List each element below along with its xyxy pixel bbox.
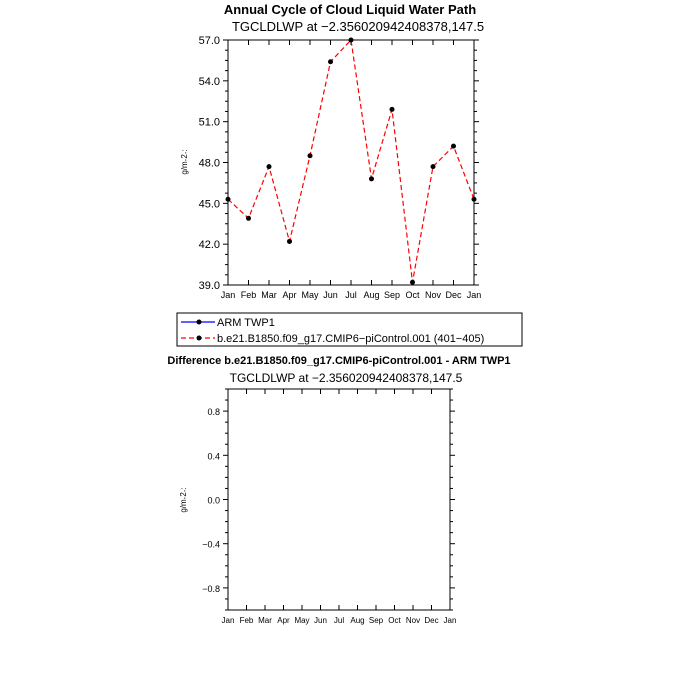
bottom-x-tick-labels xyxy=(222,616,457,625)
y-tick-label: 54.0 xyxy=(198,75,220,88)
bottom-plot-frame xyxy=(228,389,450,610)
x-tick-label: Feb xyxy=(239,616,254,625)
y-tick-label: 39.0 xyxy=(198,280,220,292)
x-tick-label: Dec xyxy=(424,616,439,625)
x-tick-label: Jun xyxy=(314,616,327,625)
x-tick-label: Jun xyxy=(323,290,338,300)
data-point xyxy=(349,38,354,43)
x-tick-label: Sep xyxy=(383,290,401,300)
top-chart-subtitle: TGCLDLWP at −2.356020942408378,147.5 xyxy=(231,19,485,34)
x-tick-label: Jan xyxy=(466,290,482,300)
x-tick-label: Jul xyxy=(333,616,345,625)
data-point xyxy=(410,280,415,285)
bottom-y-tick-labels xyxy=(202,407,220,594)
legend-entry-arm-twp1 xyxy=(181,317,275,329)
series-line-1 xyxy=(228,40,474,282)
y-tick-label: 42.0 xyxy=(198,239,220,252)
legend-marker-arm-twp1 xyxy=(197,320,202,325)
x-tick-label: May xyxy=(301,290,319,300)
data-point xyxy=(390,107,395,112)
data-point xyxy=(287,239,292,244)
data-point xyxy=(308,153,313,158)
data-point xyxy=(267,164,272,169)
top-chart-title: Annual Cycle of Cloud Liquid Water Path xyxy=(223,2,477,17)
data-point xyxy=(472,197,477,202)
top-legend xyxy=(177,313,522,346)
x-tick-label: Nov xyxy=(424,290,442,300)
top-y-tick-labels xyxy=(199,35,220,292)
x-tick-label: Jan xyxy=(443,616,457,625)
x-tick-label: Sep xyxy=(368,616,384,625)
top-panel xyxy=(177,2,522,346)
top-axis-ticks xyxy=(223,40,479,285)
y-tick-label: 0.0 xyxy=(207,495,220,506)
y-tick-label: 51.0 xyxy=(198,116,220,129)
data-point xyxy=(328,59,333,64)
x-tick-label: May xyxy=(294,616,310,625)
x-tick-label: Oct xyxy=(405,290,420,300)
bottom-chart-title: Difference b.e21.B1850.f09_g17.CMIP6-piControl.001 - ARM TWP1 xyxy=(167,355,511,367)
top-x-tick-labels xyxy=(221,290,482,300)
x-tick-label: Nov xyxy=(405,616,421,625)
data-point xyxy=(226,197,231,202)
bottom-y-axis-label: g/m˖2˖: xyxy=(179,487,188,513)
x-tick-label: Apr xyxy=(277,616,290,625)
y-tick-label: 0.4 xyxy=(207,451,220,462)
legend-label-model: b.e21.B1850.f09_g17.CMIP6−piControl.001 (401−405) xyxy=(217,333,485,345)
legend-marker-model xyxy=(197,336,202,341)
y-tick-label: 45.0 xyxy=(198,198,220,211)
y-tick-label: 48.0 xyxy=(198,157,220,170)
data-point xyxy=(431,164,436,169)
top-series-layer xyxy=(226,38,477,285)
x-tick-label: Dec xyxy=(445,290,462,300)
x-tick-label: Aug xyxy=(363,290,380,300)
y-tick-label: 57.0 xyxy=(198,35,220,47)
y-tick-label: 0.8 xyxy=(207,407,220,418)
x-tick-label: Mar xyxy=(261,290,277,300)
x-tick-label: Jan xyxy=(220,290,236,300)
x-tick-label: Feb xyxy=(240,290,257,300)
data-point xyxy=(246,216,251,221)
x-tick-label: Aug xyxy=(350,616,365,625)
data-point xyxy=(369,176,374,181)
bottom-panel xyxy=(167,355,510,625)
bottom-chart-subtitle: TGCLDLWP at −2.356020942408378,147.5 xyxy=(229,371,463,385)
bottom-axis-ticks xyxy=(223,389,455,610)
y-tick-label: −0.8 xyxy=(202,583,220,594)
x-tick-label: Jan xyxy=(221,616,235,625)
legend-label-arm-twp1: ARM TWP1 xyxy=(217,317,275,329)
data-point xyxy=(451,144,456,149)
top-y-axis-label: g/m˖2˖: xyxy=(180,149,189,175)
legend-entry-model xyxy=(181,333,484,345)
top-plot-frame xyxy=(228,40,474,285)
x-tick-label: Oct xyxy=(388,616,401,625)
x-tick-label: Mar xyxy=(258,616,272,625)
x-tick-label: Jul xyxy=(345,290,357,300)
y-tick-label: −0.4 xyxy=(202,539,220,550)
x-tick-label: Apr xyxy=(282,290,297,300)
